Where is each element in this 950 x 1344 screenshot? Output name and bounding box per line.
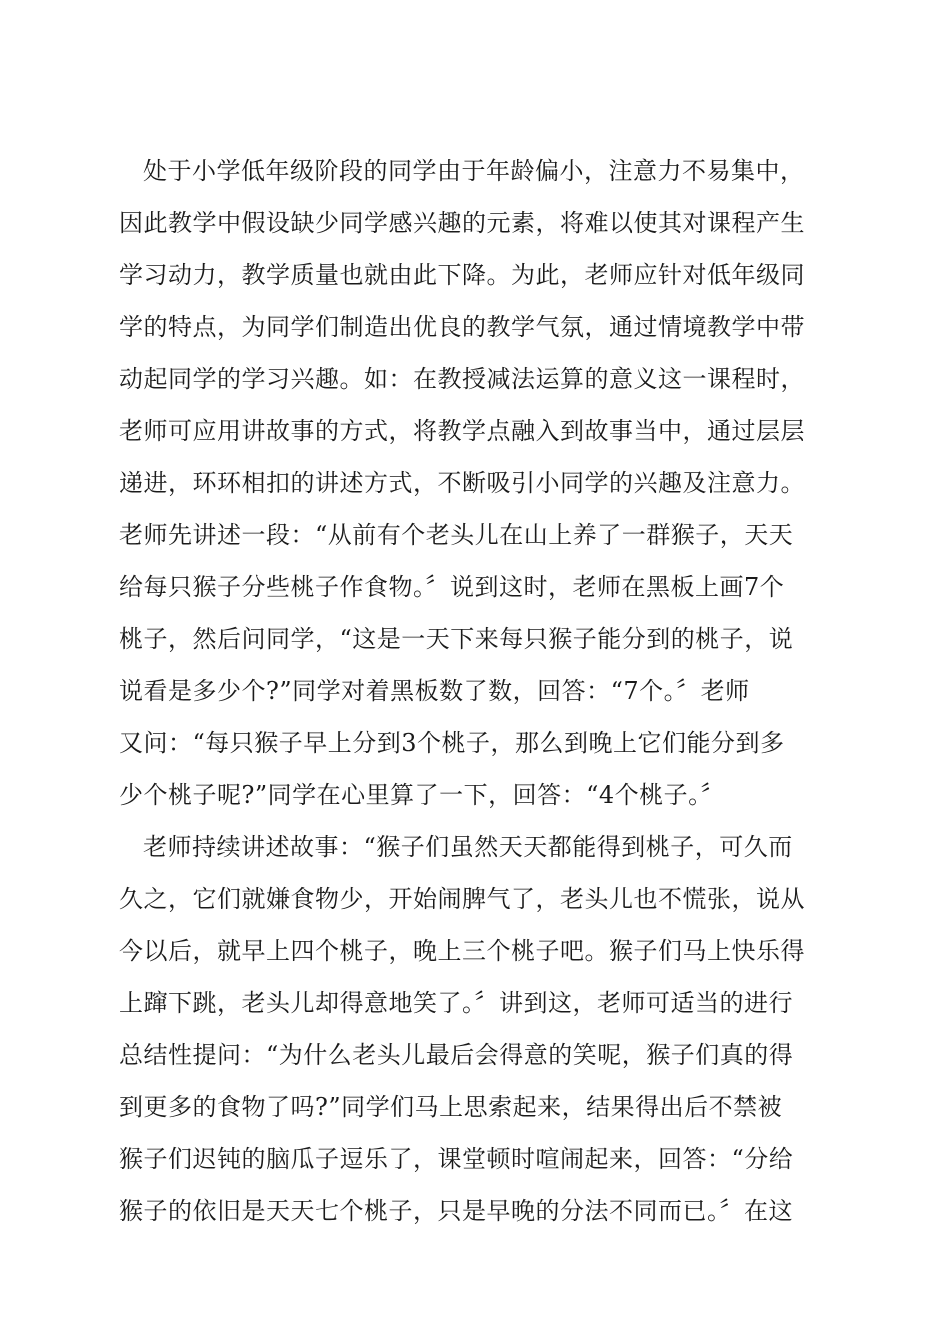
text-line: 老师先讲述一段：“从前有个老头儿在山上养了一群猴子，天天	[119, 521, 794, 549]
text-line: 上蹿下跳，老头儿却得意地笑了。〞讲到这，老师可适当的进行	[119, 989, 793, 1017]
text-line: 猴子们迟钝的脑瓜子逗乐了，课堂顿时喧闹起来，回答：“分给	[119, 1145, 794, 1173]
paragraph-1	[119, 151, 839, 827]
text-line: 久之，它们就嫌食物少，开始闹脾气了，老头儿也不慌张，说从	[119, 885, 805, 913]
text-line: 老师持续讲述故事：“猴子们虽然天天都能得到桃子，可久而	[143, 833, 793, 861]
text-line: 处于小学低年级阶段的同学由于年龄偏小，注意力不易集中，	[143, 157, 805, 185]
text-line: 今以后，就早上四个桃子，晚上三个桃子吧。猴子们马上快乐得	[119, 937, 805, 965]
text-line: 动起同学的学习兴趣。如：在教授减法运算的意义这一课程时，	[119, 365, 805, 393]
text-line: 学的特点，为同学们制造出优良的教学气氛，通过情境教学中带	[119, 313, 805, 341]
text-line: 少个桃子呢?”同学在心里算了一下，回答：“4个桃子。〞	[119, 781, 726, 809]
text-line: 老师可应用讲故事的方式，将教学点融入到故事当中，通过层层	[119, 417, 805, 445]
text-line: 总结性提问：“为什么老头儿最后会得意的笑呢，猴子们真的得	[119, 1041, 794, 1069]
text-line: 到更多的食物了吗?”同学们马上思索起来，结果得出后不禁被	[119, 1093, 783, 1121]
document-body	[119, 151, 839, 1243]
text-line: 给每只猴子分些桃子作食物。〞说到这时，老师在黑板上画7个	[119, 573, 785, 601]
text-line: 因此教学中假设缺少同学感兴趣的元素，将难以使其对课程产生	[119, 209, 805, 237]
paragraph-2	[119, 827, 839, 1243]
text-line: 桃子，然后问同学，“这是一天下来每只猴子能分到的桃子，说	[119, 625, 794, 653]
text-line: 说看是多少个?”同学对着黑板数了数，回答：“7个。〞老师	[119, 677, 750, 705]
text-line: 猴子的依旧是天天七个桃子，只是早晚的分法不同而已。〞在这	[119, 1197, 793, 1225]
text-line: 递进，环环相扣的讲述方式，不断吸引小同学的兴趣及注意力。	[119, 469, 805, 497]
text-line: 又问：“每只猴子早上分到3个桃子，那么到晚上它们能分到多	[119, 729, 785, 757]
text-line: 学习动力，教学质量也就由此下降。为此，老师应针对低年级同	[119, 261, 805, 289]
